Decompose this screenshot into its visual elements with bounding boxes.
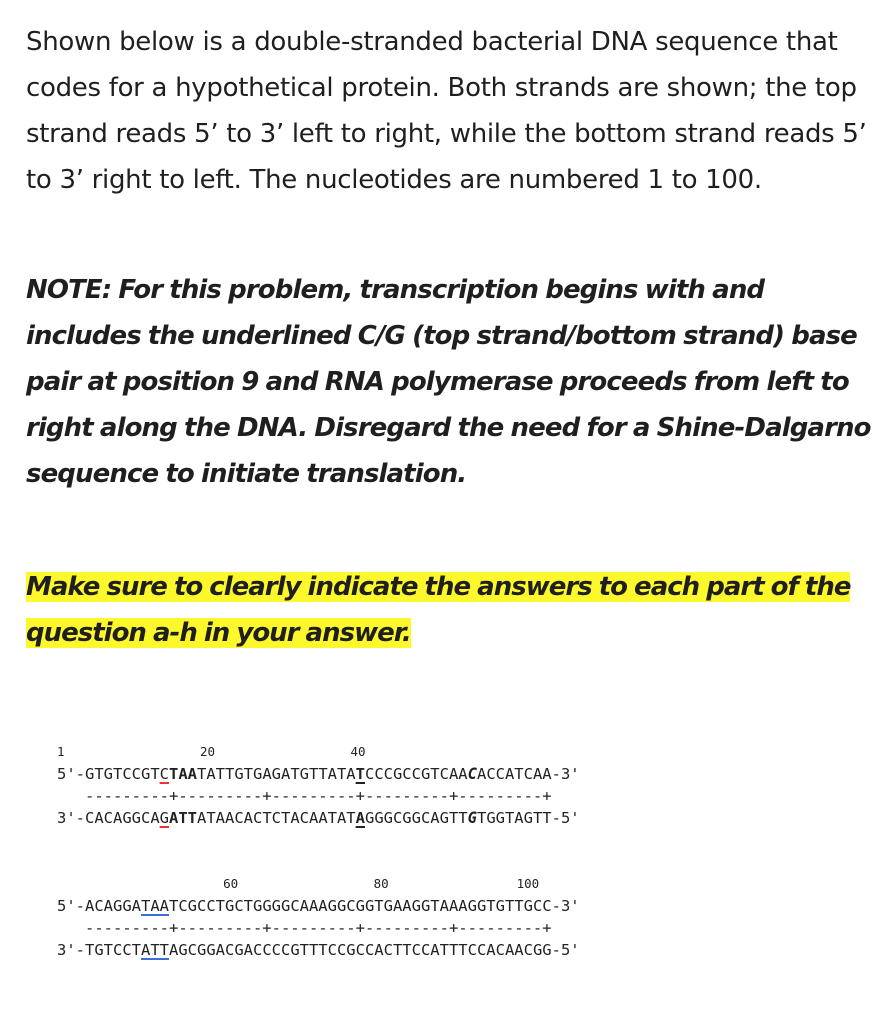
bases: TCGCCTGCTGGGGCAAAGGCGGTGAAGGTAAAGGTGTTGCC (169, 897, 552, 915)
underlined-base: T (355, 765, 365, 783)
bases: GTGTCCGT (85, 765, 160, 783)
underlined-codon: TAA (141, 897, 169, 915)
bases: TATTGTGAGATGTTATA (197, 765, 356, 783)
bases: TGTCCT (85, 941, 141, 959)
strand-end-label: -5' (551, 809, 580, 827)
bold-base: G (467, 809, 477, 827)
strand-end-label: -5' (551, 941, 580, 959)
top-strand-1 (57, 765, 580, 783)
strand-end-label: -3' (551, 765, 580, 783)
strand-end-label: 3'- (57, 809, 85, 827)
note-paragraph: NOTE: For this problem, transcription begins with and includes the underlined C/G (top strand/bottom strand) base pair at position 9 and RNA polymerase proceeds from left to right along the DNA. Disregard the need for a Shine-Dalgarno sequence to initiate translation. (26, 275, 871, 489)
reminder-paragraph (26, 564, 876, 656)
bases: CCCGCCGTCAA (364, 765, 468, 783)
sequence-block-1 (57, 740, 580, 829)
strand-end-label: -3' (551, 897, 580, 915)
bold-base: C (467, 765, 477, 783)
transcription-start-base: C (159, 765, 169, 783)
ruler-2: ---------+---------+---------+---------+---------+ (85, 919, 552, 937)
strand-end-label: 5'- (57, 765, 85, 783)
reminder-highlight: Make sure to clearly indicate the answers to each part of the question a-h in your answer. (26, 572, 851, 648)
strand-end-label: 3'- (57, 941, 85, 959)
intro-paragraph: Shown below is a double-stranded bacterial DNA sequence that codes for a hypothetical protein. Both strands are shown; the top strand reads 5’ to 3’ left to right, while the bottom strand reads 5’ to 3’ right to left. The nucleotides are numbered 1 to 100. (26, 27, 867, 195)
bases: CACAGGCA (85, 809, 160, 827)
strand-end-label: 5'- (57, 897, 85, 915)
bold-bases: TAA (169, 765, 197, 783)
top-strand-2 (57, 897, 580, 915)
sequence-block-2 (57, 872, 580, 961)
bases: ACCATCAA (476, 765, 552, 783)
position-numbering-2: 60 80 100 (193, 876, 540, 891)
transcription-start-base: G (159, 809, 169, 827)
bases: GGGCGGCAGTT (364, 809, 468, 827)
underlined-base: A (355, 809, 365, 827)
bases: ATAACACTCTACAATAT (197, 809, 356, 827)
bases: AGCGGACGACCCCGTTTCCGCCACTTCCATTTCCACAACGG (169, 941, 552, 959)
position-numbering-1: 1 20 40 (57, 744, 366, 759)
bottom-strand-2 (57, 941, 580, 959)
bottom-strand-1 (57, 809, 580, 827)
bold-bases: ATT (169, 809, 197, 827)
bases: TGGTAGTT (476, 809, 552, 827)
bases: ACAGGA (85, 897, 141, 915)
ruler-1: ---------+---------+---------+---------+---------+ (85, 787, 552, 805)
underlined-codon: ATT (141, 941, 169, 959)
